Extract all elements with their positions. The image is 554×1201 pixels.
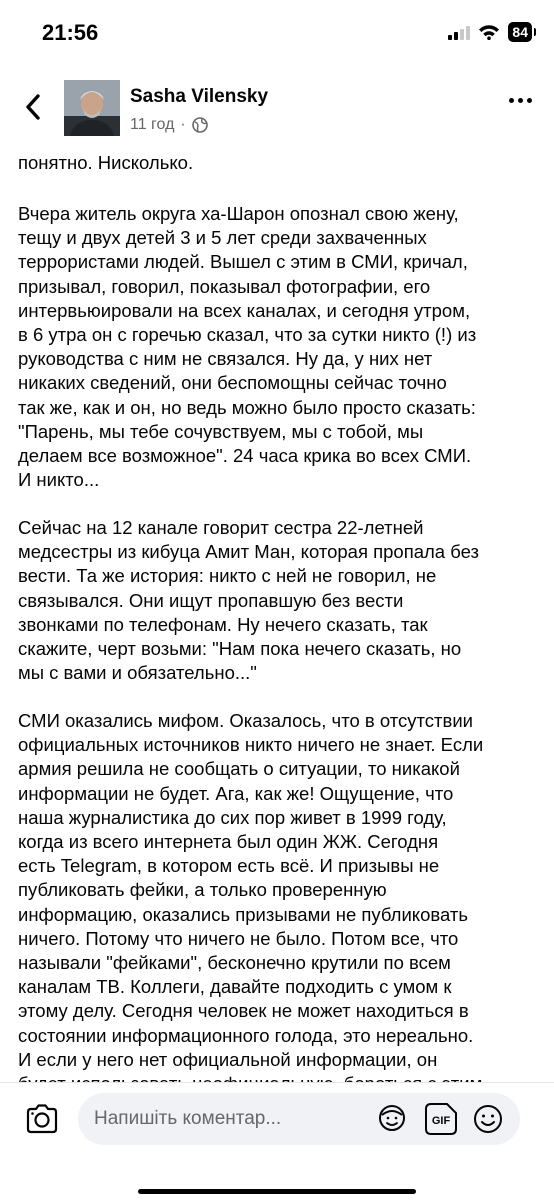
post-paragraph: Сейчас на 12 канале говорит сестра 22-летней медсестры из кибуца Амит Ман, которая пропала без вести. Та же история: никто с ней не говорил, не связывался. Они ищут пропавшую без вести звонками по телефонам. Ну нечего сказать, так скажите, черт возьми: "Нам пока нечего сказать, но мы с вами и обязательно..." <box>18 517 479 684</box>
gif-badge <box>424 1102 458 1136</box>
post-paragraph: СМИ оказались мифом. Оказалось, что в отсутствии официальных источников никто ничего не знает. Если армия решила не сообщать о ситуации, то никакой информации не будет. Ага, как же! Ощущение, что наша журналистика до сих пор живет в 1999 году, когда из всего интернета был один ЖЖ. Сегодня есть Telegram, в котором есть всё. И призывы не публиковать фейки, а только проверенную информацию, оказались призывами не публиковать ничего. Потому что ничего не было. Потом все, что называли "фейками", бесконечно крутили по всем каналам ТВ. Коллеги, давайте подходить с умом к этому делу. Сегодня человек не может находиться в состоянии информационного голода, это нереально. И если у него нет официальной информации, он <box>18 710 484 1070</box>
post-time[interactable]: 11 год <box>130 116 175 133</box>
post-meta <box>130 116 208 134</box>
globe-icon <box>192 117 208 133</box>
avatar[interactable] <box>64 80 120 136</box>
status-icons <box>448 22 532 42</box>
back-arrow-icon <box>25 94 41 120</box>
status-time: 21:56 <box>42 20 99 45</box>
home-indicator <box>138 1189 416 1194</box>
emoji-icon[interactable] <box>472 1103 504 1135</box>
post-body <box>18 146 538 1082</box>
camera-button[interactable] <box>24 1101 60 1137</box>
comment-input[interactable] <box>78 1093 520 1145</box>
post-paragraph: понятно. Нисколько. <box>18 152 194 173</box>
author-name[interactable]: Sasha Vilensky <box>130 86 269 107</box>
post-header <box>0 70 554 146</box>
battery-icon: 84 <box>508 22 532 42</box>
camera-icon <box>24 1101 60 1137</box>
meta-separator: · <box>180 116 186 133</box>
gif-label: GIF <box>431 1115 451 1127</box>
back-button[interactable] <box>18 92 48 122</box>
status-bar <box>0 0 554 70</box>
post-paragraph: Вчера житель округа ха-Шарон опознал свою жену, тещу и двух детей 3 и 5 лет среди захваченных террористами людей. Вышел с этим в СМИ, кричал, призывал, говорил, показывал фотографии, его интервьюировали на всех каналах, и сегодня утром, в 6 утра он с горечью сказал, что за сутки никто (!) из руководства с ним не связался. Ну да, у них нет никаких сведений, они беспомощны сейчас точно так же, как и он, но ведь можно было просто сказать: "Парень, мы тебе сочувствуем, мы с тобой, мы делаем все возможное". 24 часа крика во всех СМИ. И никто... <box>18 203 477 491</box>
avatar-sticker-icon[interactable] <box>376 1103 408 1135</box>
avatar-photo <box>64 80 120 136</box>
wifi-icon <box>478 24 500 40</box>
more-options-icon[interactable] <box>509 98 532 103</box>
cellular-signal-icon <box>448 24 470 40</box>
comment-bar <box>0 1082 554 1201</box>
gif-icon[interactable] <box>424 1102 458 1136</box>
comment-placeholder: Напишіть коментар... <box>94 1108 282 1129</box>
